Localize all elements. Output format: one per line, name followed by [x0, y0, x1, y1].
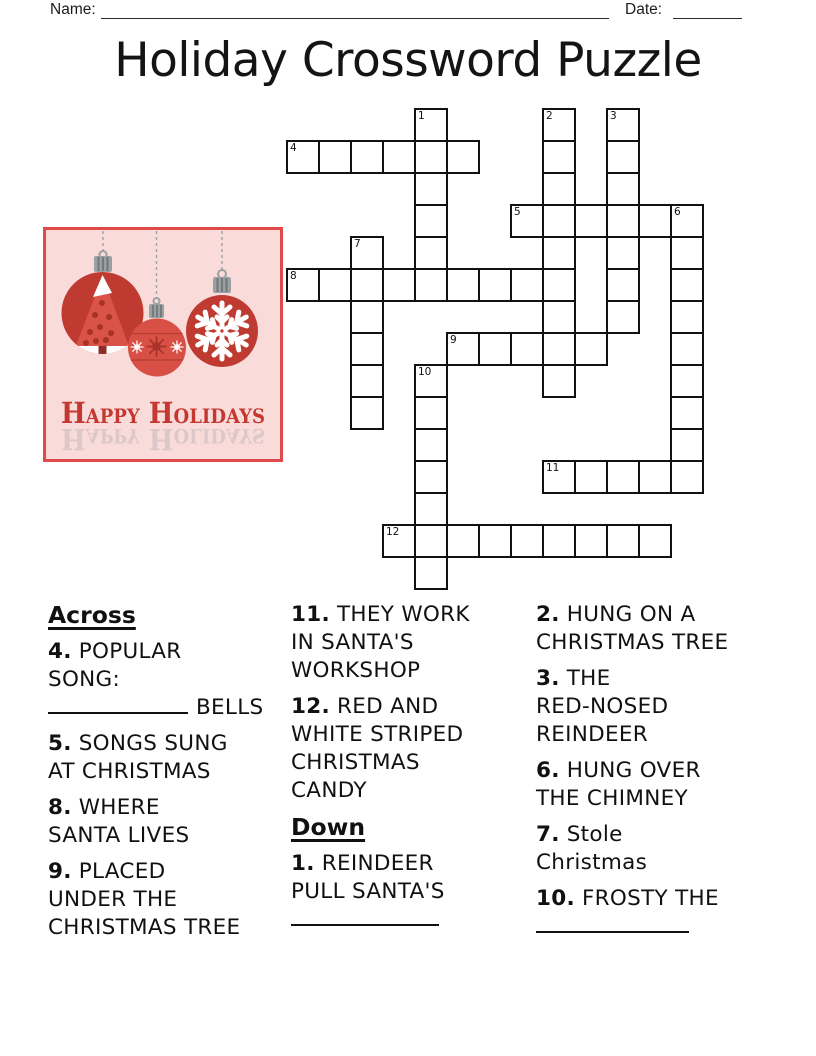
clue-text-line	[536, 757, 798, 785]
clue-text-line	[48, 694, 290, 722]
clue-text: WORKSHOP	[291, 658, 421, 683]
grid-cell-number: 11	[546, 462, 560, 474]
grid-cell[interactable]	[638, 204, 672, 238]
clue-text-line	[536, 849, 798, 877]
clue-item	[291, 601, 537, 685]
grid-cell[interactable]	[670, 236, 704, 270]
grid-cell[interactable]	[542, 364, 576, 398]
grid-cell[interactable]	[286, 268, 320, 302]
grid-cell[interactable]	[414, 204, 448, 238]
date-label: Date:	[625, 1, 663, 18]
grid-cell[interactable]	[478, 268, 512, 302]
clue-item	[291, 693, 537, 805]
clue-text-line	[48, 794, 290, 822]
clue-item	[536, 821, 798, 877]
clue-text-line	[536, 665, 798, 693]
clue-text: RED-NOSED	[536, 694, 669, 719]
clues-section-header: Across	[48, 601, 136, 629]
grid-cell[interactable]	[606, 300, 640, 334]
clue-text-line	[48, 886, 290, 914]
clue-text: AT CHRISTMAS	[48, 759, 211, 784]
band-snowflake-icon	[146, 336, 166, 356]
grid-cell[interactable]	[382, 268, 416, 302]
grid-cell[interactable]	[414, 492, 448, 526]
grid-cell[interactable]	[446, 332, 480, 366]
grid-cell[interactable]	[350, 268, 384, 302]
clue-text-line	[536, 721, 798, 749]
grid-cell[interactable]	[414, 396, 448, 430]
clue-text: Stole	[566, 822, 623, 847]
grid-cell[interactable]	[606, 524, 640, 558]
clue-text-line	[536, 913, 798, 941]
grid-cell-number: 10	[418, 366, 432, 378]
clue-text: SANTA LIVES	[48, 823, 190, 848]
clue-text-line	[48, 858, 290, 886]
page-title: Holiday Crossword Puzzle	[114, 33, 702, 88]
grid-cell[interactable]	[606, 236, 640, 270]
clue-text: THE	[566, 666, 611, 691]
clue-number: 10.	[536, 886, 575, 911]
clue-text: THE CHIMNEY	[536, 786, 688, 811]
grid-cell[interactable]	[350, 396, 384, 430]
clue-text: PLACED	[78, 859, 166, 884]
clue-text-line	[536, 885, 798, 913]
clue-text-line	[536, 785, 798, 813]
grid-cell-number: 5	[514, 206, 521, 218]
clue-text: UNDER THE	[48, 887, 178, 912]
band-snowflake-icon	[171, 341, 184, 354]
grid-cell-number: 9	[450, 334, 457, 346]
clue-text-line	[536, 601, 798, 629]
clue-number: 3.	[536, 666, 560, 691]
clue-item	[48, 858, 290, 942]
clue-text: REINDEER	[321, 851, 434, 876]
grid-cell[interactable]	[574, 460, 608, 494]
grid-cell[interactable]	[670, 268, 704, 302]
clue-number: 9.	[48, 859, 72, 884]
clue-column	[48, 601, 290, 950]
holiday-image-art	[43, 227, 283, 462]
grid-cell[interactable]	[510, 268, 544, 302]
clue-text-line	[291, 777, 537, 805]
grid-cell[interactable]	[670, 364, 704, 398]
grid-cell[interactable]	[350, 332, 384, 366]
answer-blank[interactable]	[48, 712, 188, 714]
clue-number: 6.	[536, 758, 560, 783]
grid-cell[interactable]	[606, 172, 640, 206]
clue-item	[536, 757, 798, 813]
grid-cell[interactable]	[382, 524, 416, 558]
grid-cell[interactable]	[446, 268, 480, 302]
happy-holidays-text: Happy Holidays	[61, 396, 265, 430]
clue-item	[291, 850, 537, 934]
clue-number: 5.	[48, 731, 72, 756]
clue-text: CHRISTMAS TREE	[536, 630, 729, 655]
clue-text-line	[291, 629, 537, 657]
grid-cell[interactable]	[606, 204, 640, 238]
grid-cell-number: 8	[290, 270, 297, 282]
clue-text-line	[536, 629, 798, 657]
clue-text: FROSTY THE	[582, 886, 719, 911]
grid-cell[interactable]	[414, 236, 448, 270]
clue-number: 2.	[536, 602, 560, 627]
grid-cell[interactable]	[606, 268, 640, 302]
clue-item	[48, 730, 290, 786]
grid-cell[interactable]	[350, 140, 384, 174]
clue-text: PULL SANTA'S	[291, 879, 445, 904]
grid-cell[interactable]	[670, 396, 704, 430]
grid-cell[interactable]	[414, 460, 448, 494]
clue-item	[48, 638, 290, 722]
grid-cell[interactable]	[318, 140, 352, 174]
grid-cell[interactable]	[414, 364, 448, 398]
grid-cell[interactable]	[574, 524, 608, 558]
answer-blank[interactable]	[291, 924, 439, 926]
clue-number: 1.	[291, 851, 315, 876]
clue-text-line	[291, 693, 537, 721]
grid-cell[interactable]	[542, 300, 576, 334]
grid-cell[interactable]	[318, 268, 352, 302]
grid-cell[interactable]	[414, 172, 448, 206]
grid-cell[interactable]	[350, 364, 384, 398]
grid-cell[interactable]	[542, 172, 576, 206]
clue-text-line	[291, 601, 537, 629]
clue-number: 7.	[536, 822, 560, 847]
clue-text-line	[48, 666, 290, 694]
grid-cell[interactable]	[478, 332, 512, 366]
grid-cell[interactable]	[574, 332, 608, 366]
clue-text: CANDY	[291, 778, 367, 803]
band-snowflake-icon	[131, 341, 144, 354]
clue-number: 8.	[48, 795, 72, 820]
happy-holidays-reflection: Happy Holidays	[61, 422, 265, 456]
clue-text: SONGS SUNG	[78, 731, 228, 756]
clue-text: BELLS	[196, 695, 264, 720]
clue-text: THEY WORK	[337, 602, 470, 627]
clue-item	[48, 794, 290, 850]
grid-cell[interactable]	[510, 524, 544, 558]
grid-cell[interactable]	[350, 300, 384, 334]
clue-text-line	[536, 693, 798, 721]
holiday-image	[43, 227, 283, 462]
grid-cell[interactable]	[574, 204, 608, 238]
grid-cell[interactable]	[446, 524, 480, 558]
clue-text: CHRISTMAS	[291, 750, 420, 775]
grid-cell[interactable]	[414, 524, 448, 558]
clue-text: HUNG ON A	[566, 602, 696, 627]
clue-text: Christmas	[536, 850, 648, 875]
name-label: Name:	[50, 1, 96, 18]
grid-cell-number: 6	[674, 206, 681, 218]
clue-number: 12.	[291, 694, 330, 719]
clue-text-line	[291, 850, 537, 878]
grid-cell-number: 4	[290, 142, 297, 154]
clue-text-line	[291, 657, 537, 685]
grid-cell[interactable]	[286, 140, 320, 174]
clue-text: WHITE STRIPED	[291, 722, 464, 747]
grid-cell[interactable]	[670, 300, 704, 334]
name-blank-line[interactable]	[101, 2, 609, 19]
clue-number: 11.	[291, 602, 330, 627]
grid-cell[interactable]	[350, 236, 384, 270]
grid-cell[interactable]	[638, 460, 672, 494]
grid-cell[interactable]	[542, 108, 576, 142]
grid-cell[interactable]	[670, 332, 704, 366]
grid-cell[interactable]	[542, 332, 576, 366]
grid-cell[interactable]	[414, 556, 448, 590]
grid-cell[interactable]	[542, 524, 576, 558]
grid-cell[interactable]	[606, 108, 640, 142]
grid-cell[interactable]	[414, 108, 448, 142]
clue-text: HUNG OVER	[566, 758, 701, 783]
grid-cell[interactable]	[670, 204, 704, 238]
grid-cell[interactable]	[382, 140, 416, 174]
grid-cell[interactable]	[606, 140, 640, 174]
clue-item	[536, 601, 798, 657]
grid-cell[interactable]	[670, 460, 704, 494]
clue-text-line	[291, 878, 537, 906]
grid-cell-number: 1	[418, 110, 425, 122]
crossword-grid	[286, 108, 706, 592]
date-blank-line[interactable]	[673, 2, 742, 19]
grid-cell[interactable]	[606, 460, 640, 494]
grid-cell[interactable]	[446, 140, 480, 174]
clue-text-line	[536, 821, 798, 849]
clue-column	[291, 601, 537, 942]
clue-item	[536, 665, 798, 749]
clue-text: IN SANTA'S	[291, 630, 414, 655]
grid-cell[interactable]	[542, 140, 576, 174]
clue-text: CHRISTMAS TREE	[48, 915, 241, 940]
grid-cell[interactable]	[638, 524, 672, 558]
grid-cell[interactable]	[542, 268, 576, 302]
clue-text-line	[291, 749, 537, 777]
clue-text-line	[48, 914, 290, 942]
grid-cell[interactable]	[542, 460, 576, 494]
clue-column	[536, 601, 798, 949]
clue-text-line	[291, 906, 537, 934]
grid-cell[interactable]	[478, 524, 512, 558]
clue-text-line	[291, 721, 537, 749]
answer-blank[interactable]	[536, 931, 689, 933]
grid-cell[interactable]	[414, 140, 448, 174]
grid-cell-number: 2	[546, 110, 553, 122]
clue-text: SONG:	[48, 667, 121, 692]
clue-text-line	[48, 730, 290, 758]
grid-cell[interactable]	[510, 204, 544, 238]
clue-text-line	[48, 822, 290, 850]
grid-cell-number: 3	[610, 110, 617, 122]
grid-cell-number: 12	[386, 526, 400, 538]
grid-cell-number: 7	[354, 238, 361, 250]
clue-text: RED AND	[337, 694, 439, 719]
clue-text: WHERE	[78, 795, 160, 820]
clue-item	[536, 885, 798, 941]
grid-cell[interactable]	[414, 428, 448, 462]
clue-text: REINDEER	[536, 722, 649, 747]
clue-text: POPULAR	[78, 639, 182, 664]
clue-number: 4.	[48, 639, 72, 664]
grid-cell[interactable]	[542, 236, 576, 270]
grid-cell[interactable]	[542, 204, 576, 238]
clue-text-line	[48, 758, 290, 786]
clues-section-header: Down	[291, 813, 366, 841]
grid-cell[interactable]	[670, 428, 704, 462]
grid-cell[interactable]	[414, 268, 448, 302]
clue-text-line	[48, 638, 290, 666]
grid-cell[interactable]	[510, 332, 544, 366]
